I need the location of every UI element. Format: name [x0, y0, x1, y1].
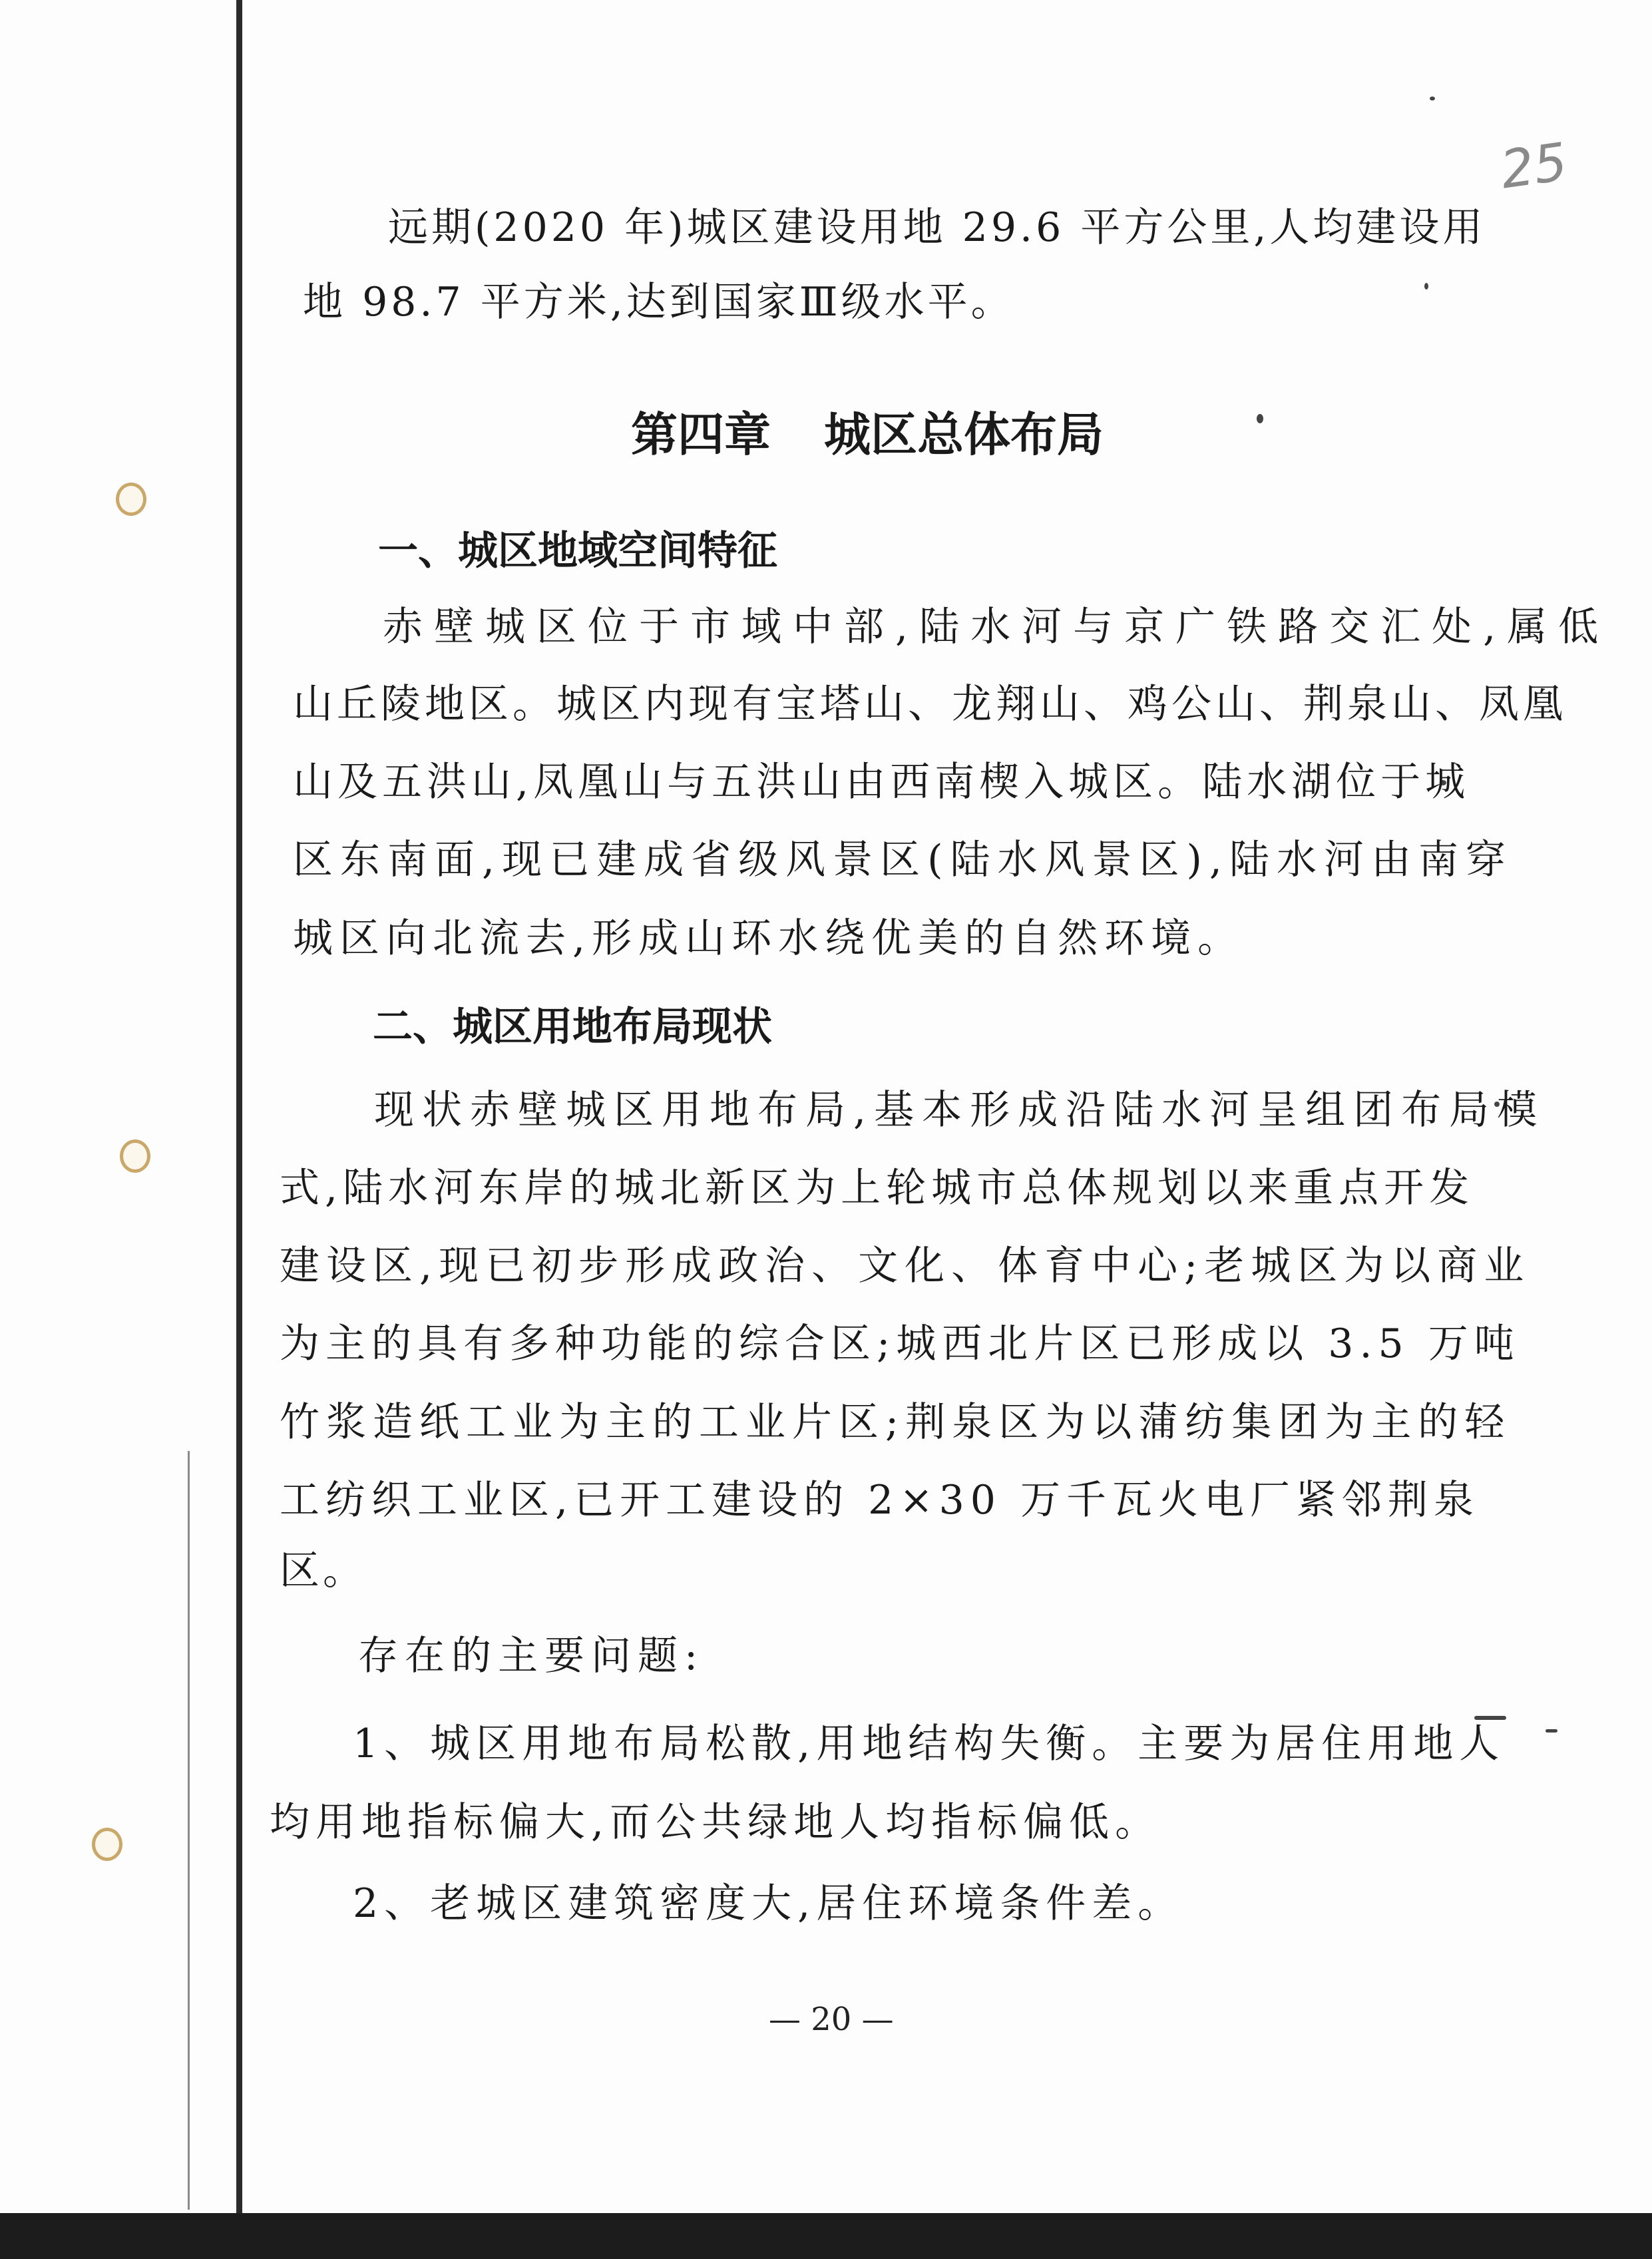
chapter-title: [631, 397, 1104, 465]
binding-edge: [236, 0, 242, 2213]
punch-hole: [116, 483, 146, 516]
section-heading: 二、城区用地布局现状: [373, 1004, 772, 1050]
scan-bottom-edge: [0, 2213, 1652, 2259]
intro-line-1: 远期(2020 年)城区建设用地 29.6 平方公里,人均建设用: [388, 204, 1486, 251]
intro-line-2: 地 98.7 平方米,达到国家Ⅲ级水平。: [303, 279, 1014, 325]
chapter-name: 城区总体布局: [824, 407, 1104, 462]
paragraph-line: 区。: [280, 1547, 366, 1594]
scan-speck: [1430, 97, 1435, 101]
paragraph-line: 区东南面,现已建成省级风景区(陆水风景区),陆水河由南穿: [293, 837, 1513, 883]
chapter-number: 第四章: [631, 407, 771, 462]
problem-item: 2、老城区建筑密度大,居住环境条件差。: [353, 1880, 1184, 1927]
paragraph-line: 为主的具有多种功能的综合区;城西北片区已形成以 3.5 万吨: [280, 1321, 1520, 1367]
section-heading: 一、城区地域空间特征: [378, 528, 777, 574]
binding-shadow: [188, 1451, 190, 2210]
scan-speck: [1424, 283, 1428, 290]
scan-speck: [1474, 1716, 1506, 1720]
punch-hole: [92, 1828, 122, 1861]
scan-speck: [1257, 414, 1263, 423]
handwritten-page-note: 25: [1497, 132, 1571, 201]
paragraph-line: 工纺织工业区,已开工建设的 2×30 万千瓦火电厂紧邻荆泉: [280, 1477, 1480, 1524]
scan-speck: [1546, 1729, 1557, 1733]
paragraph-line: 赤壁城区位于市域中部,陆水河与京广铁路交汇处,属低: [383, 604, 1610, 650]
paragraph-line: 建设区,现已初步形成政治、文化、体育中心;老城区为以商业: [280, 1243, 1531, 1289]
problems-intro: 存在的主要问题:: [358, 1633, 705, 1679]
paragraph-line: 山丘陵地区。城区内现有宝塔山、龙翔山、鸡公山、荆泉山、凤凰: [293, 681, 1567, 727]
problem-item: 均用地指标偏大,而公共绿地人均指标偏低。: [270, 1799, 1161, 1846]
paragraph-line: 城区向北流去,形成山环水绕优美的自然环境。: [293, 915, 1245, 962]
paragraph-line: 现状赤壁城区用地布局,基本形成沿陆水河呈组团布局模: [374, 1087, 1546, 1133]
problem-item: 1、城区用地布局松散,用地结构失衡。主要为居住用地人: [353, 1721, 1506, 1767]
paragraph-line: 山及五洪山,凤凰山与五洪山由西南楔入城区。陆水湖位于城: [293, 759, 1470, 805]
punch-hole: [120, 1139, 150, 1173]
page-number: — 20 —: [769, 2001, 894, 2038]
paragraph-line: 式,陆水河东岸的城北新区为上轮城市总体规划以来重点开发: [280, 1165, 1475, 1211]
paragraph-line: 竹浆造纸工业为主的工业片区;荆泉区为以蒲纺集团为主的轻: [280, 1399, 1512, 1446]
